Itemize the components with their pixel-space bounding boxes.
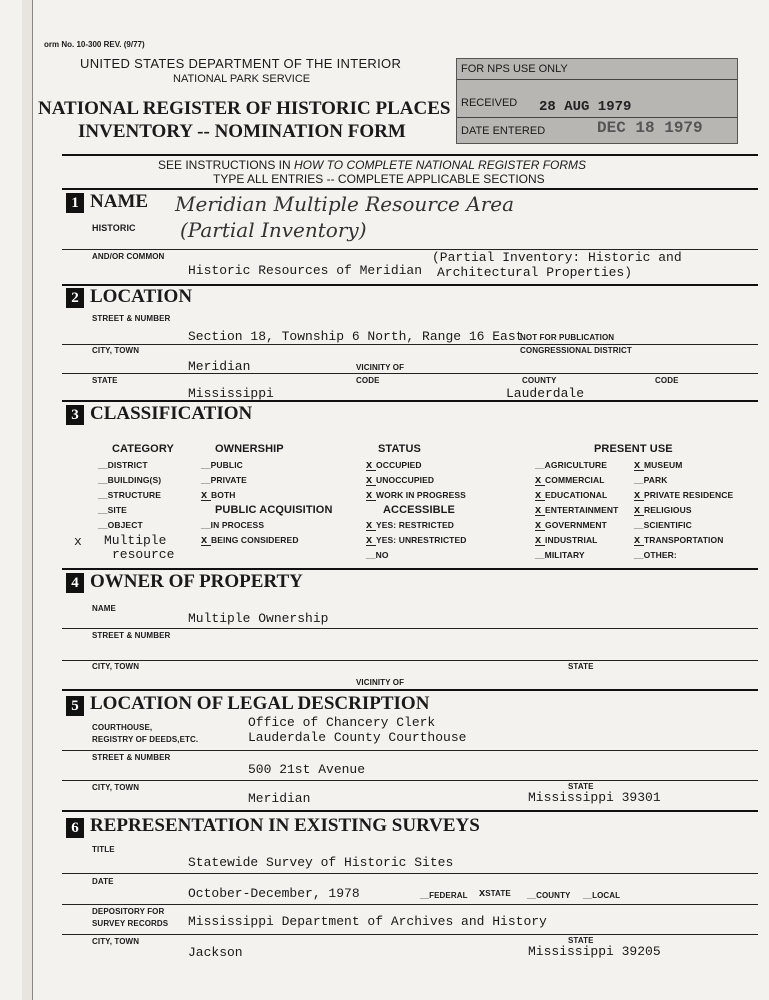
courthouse-label-1: COURTHOUSE, — [92, 723, 153, 732]
status-option: x OCCUPIED — [366, 459, 422, 471]
present-use-option: __MILITARY — [535, 550, 585, 560]
common-label: AND/OR COMMON — [92, 252, 165, 261]
category-x-mark: x — [74, 534, 82, 549]
received-label: RECEIVED — [461, 97, 518, 109]
survey-state-label: STATE — [568, 936, 594, 945]
survey-federal-option: __FEDERAL — [420, 891, 468, 900]
acquisition-option: __IN PROCESS — [201, 520, 265, 530]
checkbox-mark: __ — [201, 475, 211, 485]
owner-state-label: STATE — [568, 662, 594, 671]
legal-state-label: STATE — [568, 782, 594, 791]
section-3-number: 3 — [66, 405, 84, 425]
vicinity-label: VICINITY OF — [356, 363, 405, 372]
binding-edge — [22, 0, 33, 1000]
present-use-option: x EDUCATIONAL — [535, 489, 608, 501]
survey-state-option: xSTATE — [479, 887, 511, 899]
survey-county-option: __COUNTY — [527, 891, 571, 900]
courthouse-label-2: REGISTRY OF DEEDS,ETC. — [92, 735, 199, 744]
present-use-option: x RELIGIOUS — [634, 504, 692, 516]
legal-city-label: CITY, TOWN — [92, 783, 140, 792]
checkbox-mark: x — [366, 461, 376, 471]
survey-city-value: Jackson — [188, 945, 243, 960]
acquisition-option: x BEING CONSIDERED — [201, 534, 299, 546]
checkbox-mark: x — [201, 491, 211, 501]
present-use-option: x COMMERCIAL — [535, 474, 605, 486]
survey-local-option: __LOCAL — [583, 891, 621, 900]
checkbox-mark: __ — [634, 550, 644, 560]
survey-title-label: TITLE — [92, 845, 115, 854]
dept-name: UNITED STATES DEPARTMENT OF THE INTERIOR — [80, 56, 402, 71]
checkbox-mark: x — [201, 536, 211, 546]
checkbox-mark: x — [535, 476, 545, 486]
status-head: STATUS — [378, 443, 421, 455]
checkbox-mark: __ — [366, 550, 376, 560]
instructions-line-2: TYPE ALL ENTRIES -- COMPLETE APPLICABLE SECTIONS — [213, 172, 545, 186]
category-option: __DISTRICT — [98, 460, 148, 470]
legal-state-value: Mississippi 39301 — [528, 790, 661, 805]
legal-city-value: Meridian — [248, 791, 311, 806]
accessible-option: x YES: UNRESTRICTED — [366, 534, 467, 546]
present-use-option: x MUSEUM — [634, 459, 683, 471]
state-label: STATE — [92, 376, 118, 385]
checkbox-mark: x — [535, 506, 545, 516]
section-3-title: CLASSIFICATION — [90, 403, 253, 424]
checkbox-mark: x — [634, 506, 644, 516]
section-4-number: 4 — [66, 573, 84, 593]
depository-label-2: SURVEY RECORDS — [92, 919, 169, 928]
ownership-option: __PUBLIC — [201, 460, 243, 470]
section-2-number: 2 — [66, 288, 84, 308]
present-use-option: x INDUSTRIAL — [535, 534, 598, 546]
ownership-option: x BOTH — [201, 489, 236, 501]
checkbox-mark: x — [366, 491, 376, 501]
checkbox-mark: __ — [634, 520, 644, 530]
present-use-option: __AGRICULTURE — [535, 460, 607, 470]
checkbox-mark: x — [634, 536, 644, 546]
present-use-option: x ENTERTAINMENT — [535, 504, 619, 516]
survey-date-label: DATE — [92, 877, 114, 886]
present-use-option: x TRANSPORTATION — [634, 534, 724, 546]
checkbox-mark: x — [535, 536, 545, 546]
courthouse-value-1: Office of Chancery Clerk — [248, 715, 436, 730]
category-extra-2: resource — [112, 547, 175, 562]
service-name: NATIONAL PARK SERVICE — [173, 73, 311, 85]
checkbox-mark: __ — [98, 520, 108, 530]
nps-header: FOR NPS USE ONLY — [461, 63, 568, 75]
city-label: CITY, TOWN — [92, 346, 140, 355]
historic-label: HISTORIC — [92, 223, 136, 233]
present-use-option: x GOVERNMENT — [535, 519, 607, 531]
street-value: Section 18, Township 6 North, Range 16 East — [188, 329, 524, 344]
street-label: STREET & NUMBER — [92, 314, 171, 323]
checkbox-mark: x — [535, 491, 545, 501]
owner-vicinity-label: VICINITY OF — [356, 678, 405, 687]
congressional-label: CONGRESSIONAL DISTRICT — [520, 346, 632, 355]
checkbox-mark: __ — [201, 520, 211, 530]
survey-title-value: Statewide Survey of Historic Sites — [188, 855, 454, 870]
accessible-head: ACCESSIBLE — [383, 504, 455, 516]
section-6-title: REPRESENTATION IN EXISTING SURVEYS — [90, 815, 480, 836]
owner-street-label: STREET & NUMBER — [92, 631, 171, 640]
not-for-publication: NOT FOR PUBLICATION — [520, 333, 615, 342]
present-use-option: __SCIENTIFIC — [634, 520, 692, 530]
entered-label: DATE ENTERED — [461, 125, 546, 137]
checkbox-mark: __ — [98, 460, 108, 470]
depository-value: Mississippi Department of Archives and History — [188, 914, 547, 929]
county-value: Lauderdale — [506, 386, 585, 401]
category-option: __STRUCTURE — [98, 490, 161, 500]
checkbox-mark: __ — [634, 475, 644, 485]
state-value: Mississippi — [188, 386, 274, 401]
depository-label-1: DEPOSITORY FOR — [92, 907, 165, 916]
form-number: orm No. 10-300 REV. (9/77) — [44, 40, 145, 49]
present-use-option: __PARK — [634, 475, 668, 485]
ownership-option: __PRIVATE — [201, 475, 247, 485]
section-1-title: NAME — [90, 191, 149, 212]
category-head: CATEGORY — [112, 443, 174, 455]
city-value: Meridian — [188, 359, 251, 374]
present-use-head: PRESENT USE — [594, 443, 673, 455]
checkbox-mark: __ — [535, 460, 545, 470]
historic-handwritten-2: (Partial Inventory) — [180, 218, 367, 242]
checkbox-mark: x — [366, 536, 376, 546]
code-label-2: CODE — [655, 376, 679, 385]
ownership-head: OWNERSHIP — [215, 443, 284, 455]
historic-handwritten-1: Meridian Multiple Resource Area — [175, 192, 515, 216]
status-option: x WORK IN PROGRESS — [366, 489, 466, 501]
county-label: COUNTY — [522, 376, 557, 385]
owner-name-label: NAME — [92, 604, 116, 613]
checkbox-mark: x — [366, 476, 376, 486]
common-value-right-1: (Partial Inventory: Historic and — [432, 250, 682, 265]
status-option: x UNOCCUPIED — [366, 474, 435, 486]
survey-city-label: CITY, TOWN — [92, 937, 140, 946]
checkbox-mark: __ — [201, 460, 211, 470]
category-extra-1: Multiple — [104, 533, 167, 548]
code-label: CODE — [356, 376, 380, 385]
checkbox-mark: x — [535, 521, 545, 531]
checkbox-mark: __ — [98, 475, 108, 485]
owner-name-value: Multiple Ownership — [188, 611, 329, 626]
survey-state-value: Mississippi 39205 — [528, 944, 661, 959]
entered-stamp: DEC 18 1979 — [597, 119, 703, 137]
form-title-2: INVENTORY -- NOMINATION FORM — [78, 121, 406, 142]
survey-date-value: October-December, 1978 — [188, 886, 360, 901]
checkbox-mark: x — [366, 521, 376, 531]
present-use-option: __OTHER: — [634, 550, 677, 560]
category-option: __SITE — [98, 505, 127, 515]
common-value-left: Historic Resources of Meridian — [188, 263, 423, 278]
checkbox-mark: __ — [98, 505, 108, 515]
courthouse-value-2: Lauderdale County Courthouse — [248, 730, 467, 745]
checkbox-mark: x — [634, 491, 644, 501]
checkbox-mark: __ — [535, 550, 545, 560]
checkbox-mark: __ — [98, 490, 108, 500]
nps-use-box — [456, 58, 738, 144]
legal-street-label: STREET & NUMBER — [92, 753, 171, 762]
section-5-number: 5 — [66, 696, 84, 716]
category-option: __OBJECT — [98, 520, 143, 530]
received-stamp: 28 AUG 1979 — [539, 99, 632, 115]
accessible-option: __NO — [366, 550, 389, 560]
section-4-title: OWNER OF PROPERTY — [90, 571, 303, 592]
owner-city-label: CITY, TOWN — [92, 662, 140, 671]
section-1-number: 1 — [66, 193, 84, 213]
common-value-right-2: Architectural Properties) — [437, 265, 633, 280]
checkbox-mark: x — [634, 461, 644, 471]
instructions-line-1: SEE INSTRUCTIONS IN HOW TO COMPLETE NATIONAL REGISTER FORMS — [158, 158, 587, 172]
form-title-1: NATIONAL REGISTER OF HISTORIC PLACES — [38, 98, 451, 119]
section-2-title: LOCATION — [90, 286, 193, 307]
accessible-option: x YES: RESTRICTED — [366, 519, 455, 531]
legal-street-value: 500 21st Avenue — [248, 762, 366, 777]
public-acquisition-head: PUBLIC ACQUISITION — [215, 504, 333, 516]
section-5-title: LOCATION OF LEGAL DESCRIPTION — [90, 693, 430, 714]
present-use-option: x PRIVATE RESIDENCE — [634, 489, 734, 501]
section-6-number: 6 — [66, 818, 84, 838]
category-option: __BUILDING(S) — [98, 475, 162, 485]
